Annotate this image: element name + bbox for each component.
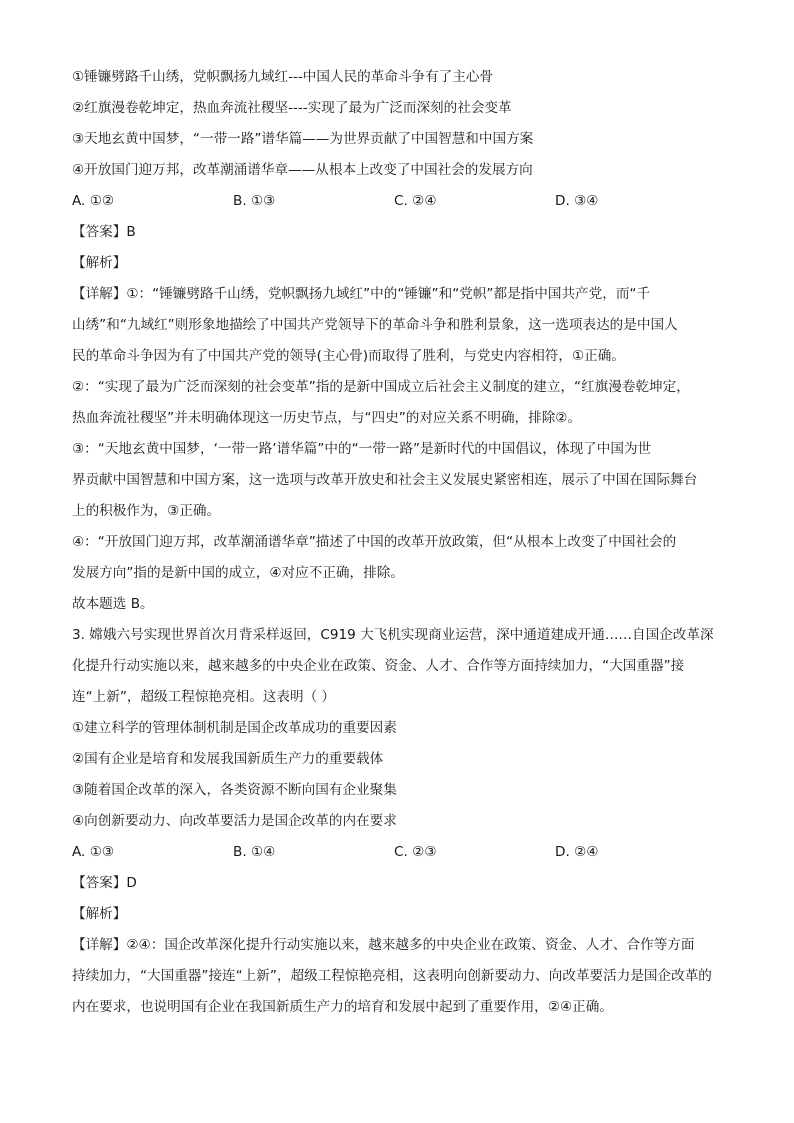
q2-explanation-line: ④：“开放国门迎万邦，改革潮涌谱华章”描述了中国的改革开放政策，但“从根本上改变了中国社会的 (72, 534, 677, 550)
q3-options (72, 837, 732, 868)
q3-stem-line: 化提升行动实施以来，越来越多的中央企业在政策、资金、人才、合作等方面持续加力，“大国重器”接 (72, 658, 685, 674)
q2-option-a: A. ①② (72, 193, 115, 209)
q3-option-a: A. ①③ (72, 844, 115, 860)
q3-item-4: ④向创新要动力、向改革要活力是国企改革的内在要求 (72, 813, 397, 829)
q3-analysis-label: 【解析】 (72, 906, 127, 922)
q3-item-3: ③随着国企改革的深入，各类资源不断向国有企业聚集 (72, 782, 397, 798)
q2-option-c: C. ②④ (394, 193, 437, 209)
q2-explanation-line: ②：“实现了最为广泛而深刻的社会变革”指的是新中国成立后社会主义制度的建立，“红旗漫卷乾坤定， (72, 379, 690, 395)
q3-stem-line: 连“上新”，超级工程惊艳亮相。这表明（ ） (72, 689, 336, 705)
q2-explanation-line: ③：“天地玄黄中国梦，‘一带一路’谱华篇”中的“一带一路”是新时代的中国倡议，体现了中国为世 (72, 441, 652, 457)
q2-explanation-line: 民的革命斗争因为有了中国共产党的领导(主心骨)而取得了胜利，与党史内容相符，①正确。 (72, 348, 625, 364)
q3-item-1: ①建立科学的管理体制机制是国企改革成功的重要因素 (72, 720, 397, 736)
q2-analysis-label: 【解析】 (72, 255, 127, 271)
q2-option-d: D. ③④ (555, 193, 599, 209)
q2-item-2: ②红旗漫卷乾坤定，热血奔流社稷坚----实现了最为广泛而深刻的社会变革 (72, 100, 512, 116)
q2-options (72, 186, 732, 217)
q2-explanation-line: 山绣”和“九域红”则形象地描绘了中国共产党领导下的革命斗争和胜利景象，这一选项表达的是中国人 (72, 317, 678, 333)
q3-item-2: ②国有企业是培育和发展我国新质生产力的重要载体 (72, 751, 384, 767)
q3-explanation-line: 【详解】②④：国企改革深化提升行动实施以来，越来越多的中央企业在政策、资金、人才、合作等方面 (72, 937, 695, 953)
q2-explanation-line: 界贡献中国智慧和中国方案，这一选项与改革开放史和社会主义发展史紧密相连，展示了中国在国际舞台 (72, 472, 698, 488)
q3-explanation-line: 内在要求，也说明国有企业在我国新质生产力的培育和发展中起到了重要作用，②④正确。 (72, 999, 613, 1015)
q2-answer: 【答案】B (72, 224, 136, 240)
q2-conclusion: 故本题选 B。 (72, 596, 154, 612)
q3-answer: 【答案】D (72, 875, 137, 891)
q3-stem-line: 3. 嫦娥六号实现世界首次月背采样返回，C919 大飞机实现商业运营，深中通道建成开通……自国企改革深 (72, 627, 714, 643)
q3-option-b: B. ①④ (233, 844, 276, 860)
q3-option-d: D. ②④ (555, 844, 599, 860)
document-page (72, 62, 732, 1023)
q2-item-4: ④开放国门迎万邦，改革潮涌谱华章——从根本上改变了中国社会的发展方向 (72, 162, 533, 178)
q3-explanation-line: 持续加力，“大国重器”接连“上新”，超级工程惊艳亮相，这表明向创新要动力、向改革要活力是国企改革的 (72, 968, 712, 984)
q2-item-1: ①锤镰劈路千山绣，党帜飘扬九域红---中国人民的革命斗争有了主心骨 (72, 69, 494, 85)
q2-explanation-line: 发展方向”指的是新中国的成立，④对应不正确，排除。 (72, 565, 404, 581)
q2-explanation-line: 热血奔流社稷坚”并未明确体现这一历史节点，与“四史”的对应关系不明确，排除②。 (72, 410, 582, 426)
q2-item-3: ③天地玄黄中国梦，“一带一路”谱华篇——为世界贡献了中国智慧和中国方案 (72, 131, 534, 147)
q2-option-b: B. ①③ (233, 193, 276, 209)
q2-explanation-line: 【详解】①：“锤镰劈路千山绣，党帜飘扬九域红”中的“锤镰”和“党帜”都是指中国共产党，而“千 (72, 286, 651, 302)
q3-option-c: C. ②③ (394, 844, 437, 860)
q2-explanation-line: 上的积极作为，③正确。 (72, 503, 221, 519)
